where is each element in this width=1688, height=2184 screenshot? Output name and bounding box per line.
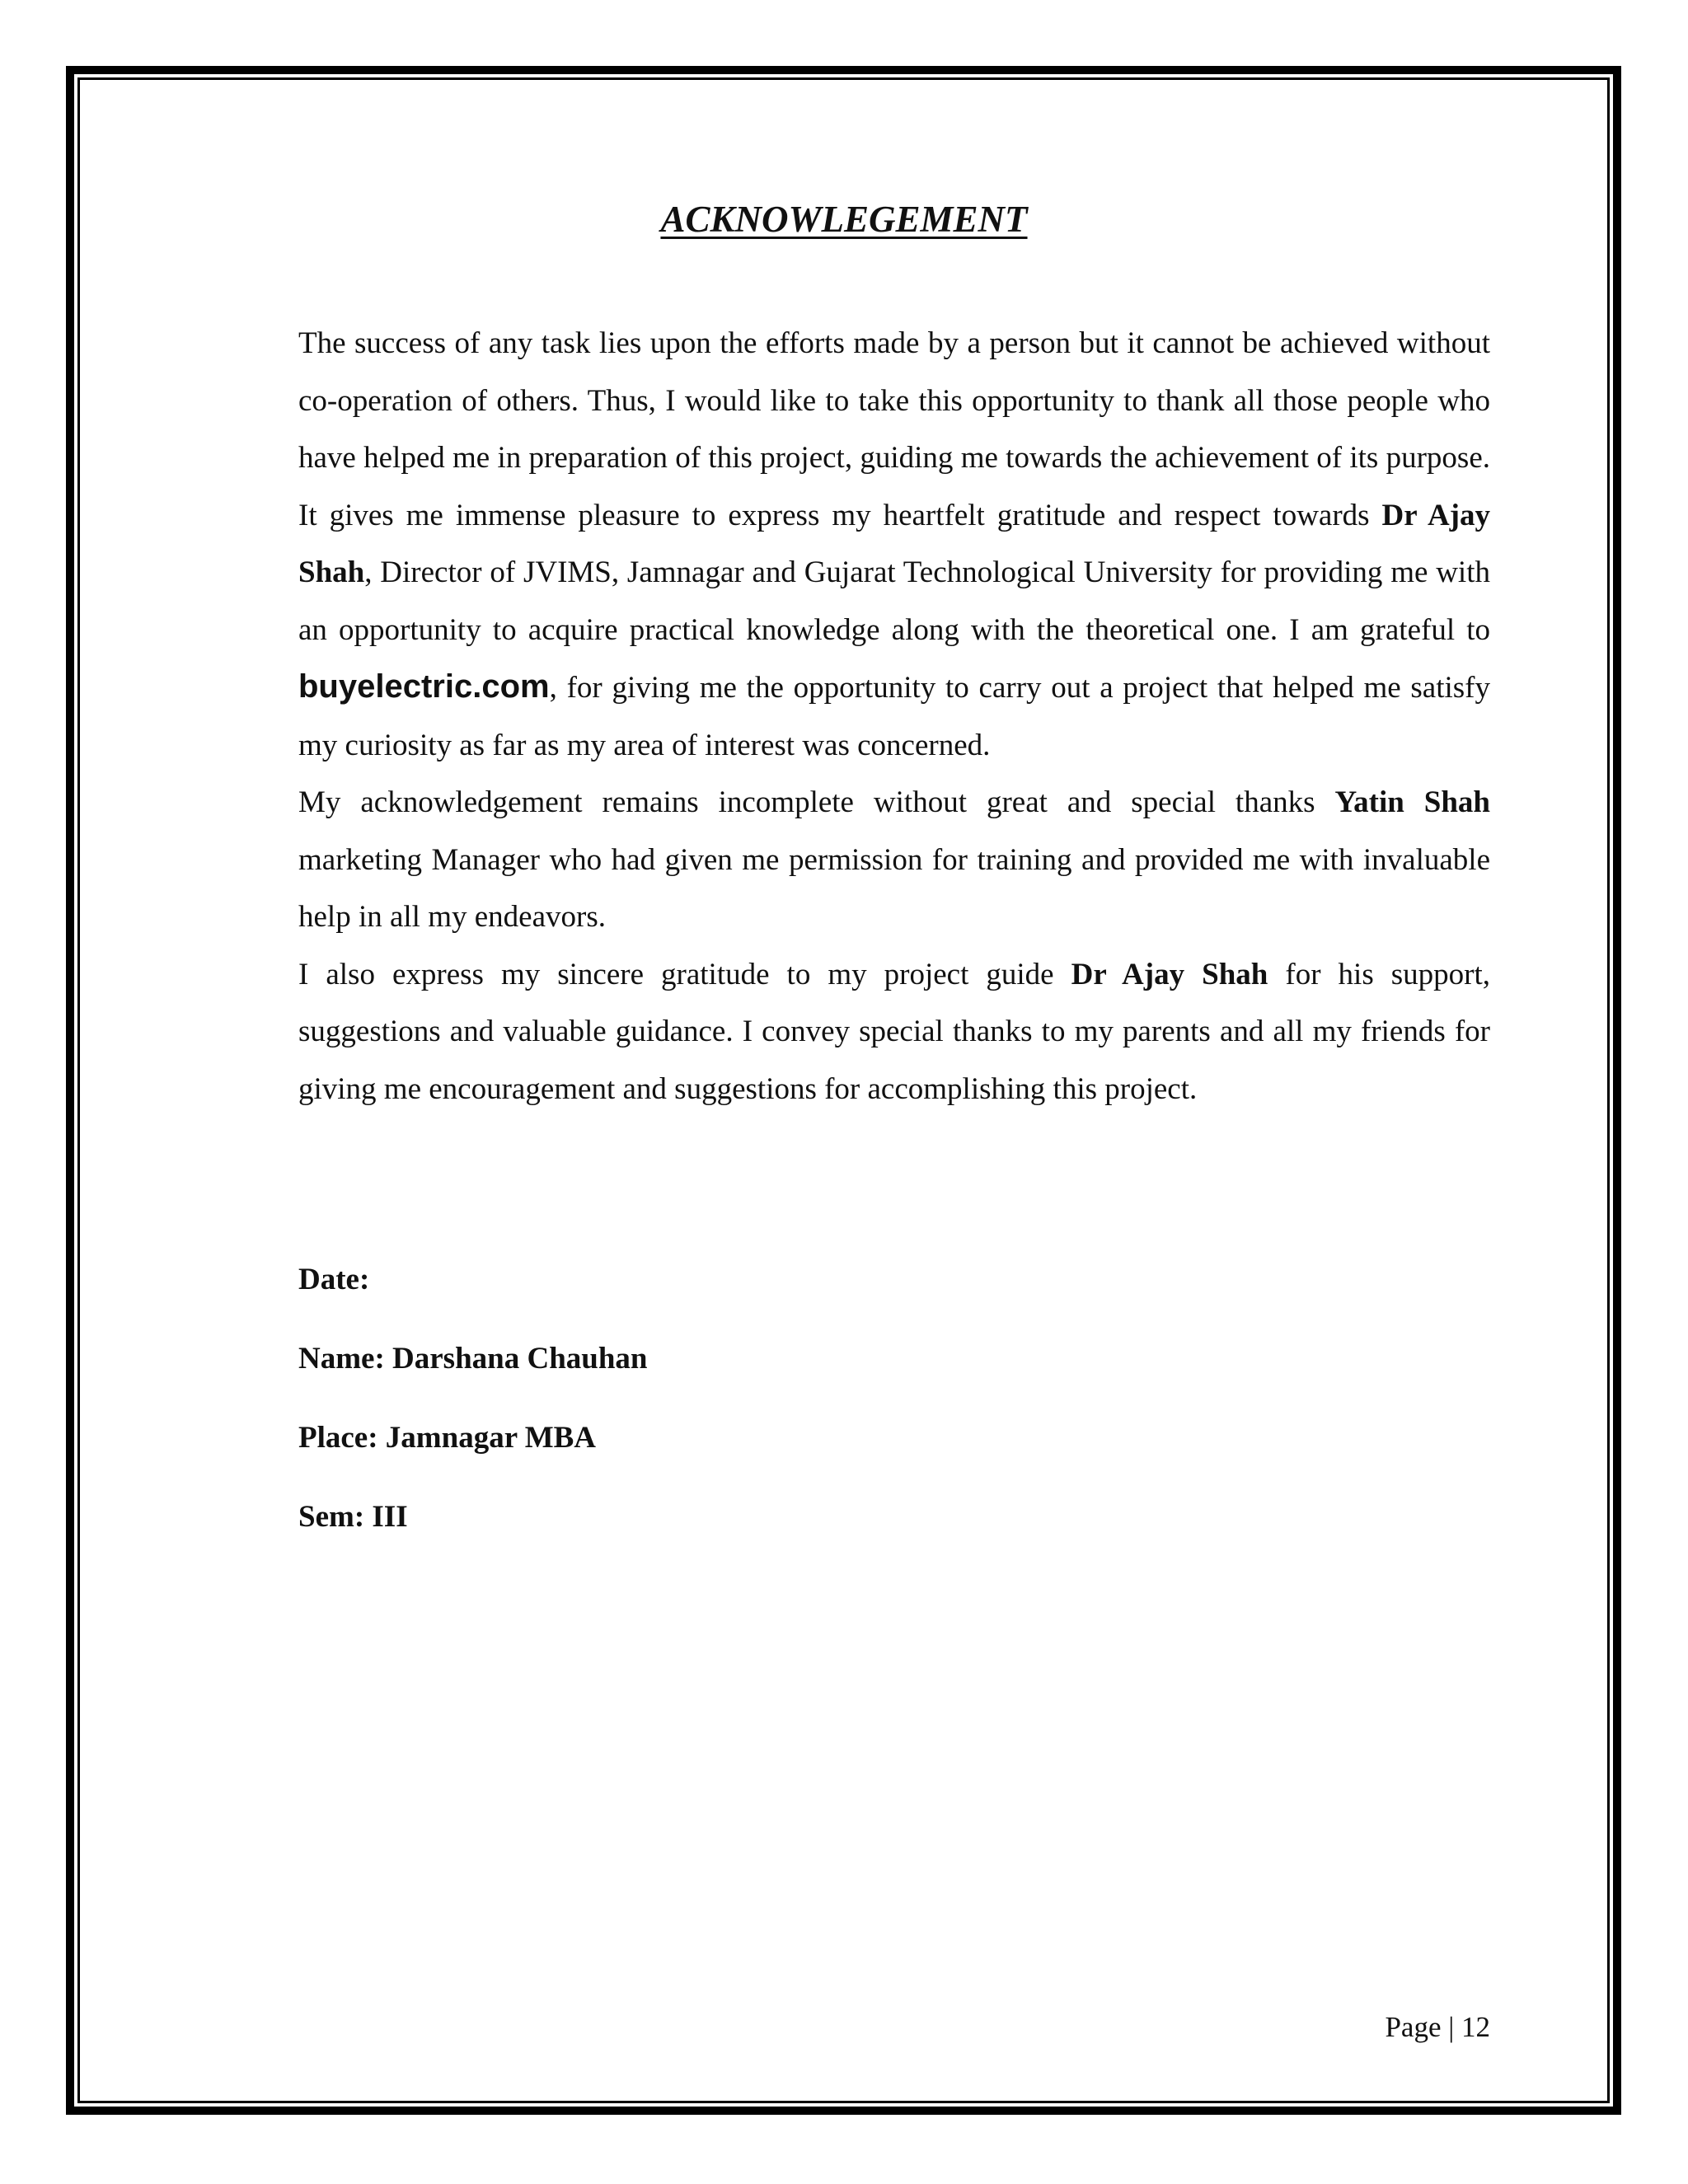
semester-line: Sem: III — [298, 1500, 408, 1534]
guide-name: Dr Ajay Shah — [1071, 957, 1268, 991]
director-name: Dr Ajay Shah — [298, 498, 1490, 589]
paragraph-intro-text-a: The success of any task lies upon the efforts made by a person but it cannot be achieved without co-operation of others. Thus, I would like to take this opportunity to thank all those people who have helped me in preparation of this project, guiding me towards the achievement of its purpose. It gives me immense pleasure to express my heartfelt gratitude and respect towards — [298, 326, 1490, 532]
paragraph-thanks — [298, 774, 1490, 946]
page-title: ACKNOWLEGEMENT — [660, 199, 1028, 240]
manager-name: Yatin Shah — [1334, 785, 1490, 819]
paragraph-thanks-text-a: My acknowledgement remains incomplete without great and special thanks — [298, 785, 1335, 819]
acknowledgement-body — [298, 315, 1490, 1118]
paragraph-gratitude-text-a: I also express my sincere gratitude to my project guide — [298, 957, 1071, 991]
page-number: Page | 12 — [1385, 2011, 1490, 2043]
paragraph-intro-text-b: , Director of JVIMS, Jamnagar and Gujarat Technological University for providing me with an opportunity to acquire practical knowledge along with the theoretical one. I am grateful to — [298, 555, 1490, 647]
paragraph-intro-text-c: , for giving me the opportunity to carry out a project that helped me satisfy my curiosity as far as my area of interest was concerned. — [298, 671, 1490, 762]
paragraph-thanks-text-b: marketing Manager who had given me permission for training and provided me with invaluable help in all my endeavors. — [298, 842, 1490, 934]
paragraph-gratitude — [298, 946, 1490, 1118]
place-line: Place: Jamnagar MBA — [298, 1421, 597, 1455]
paragraph-intro — [298, 315, 1490, 774]
name-line: Name: Darshana Chauhan — [298, 1342, 648, 1376]
company-name: buyelectric.com — [298, 668, 550, 705]
date-line: Date: — [298, 1263, 370, 1296]
paragraph-gratitude-text-b: for his support, suggestions and valuable guidance. I convey special thanks to my parents and all my friends for giving me encouragement and suggestions for accomplishing this project. — [298, 957, 1490, 1106]
signoff-block — [298, 1240, 648, 1557]
